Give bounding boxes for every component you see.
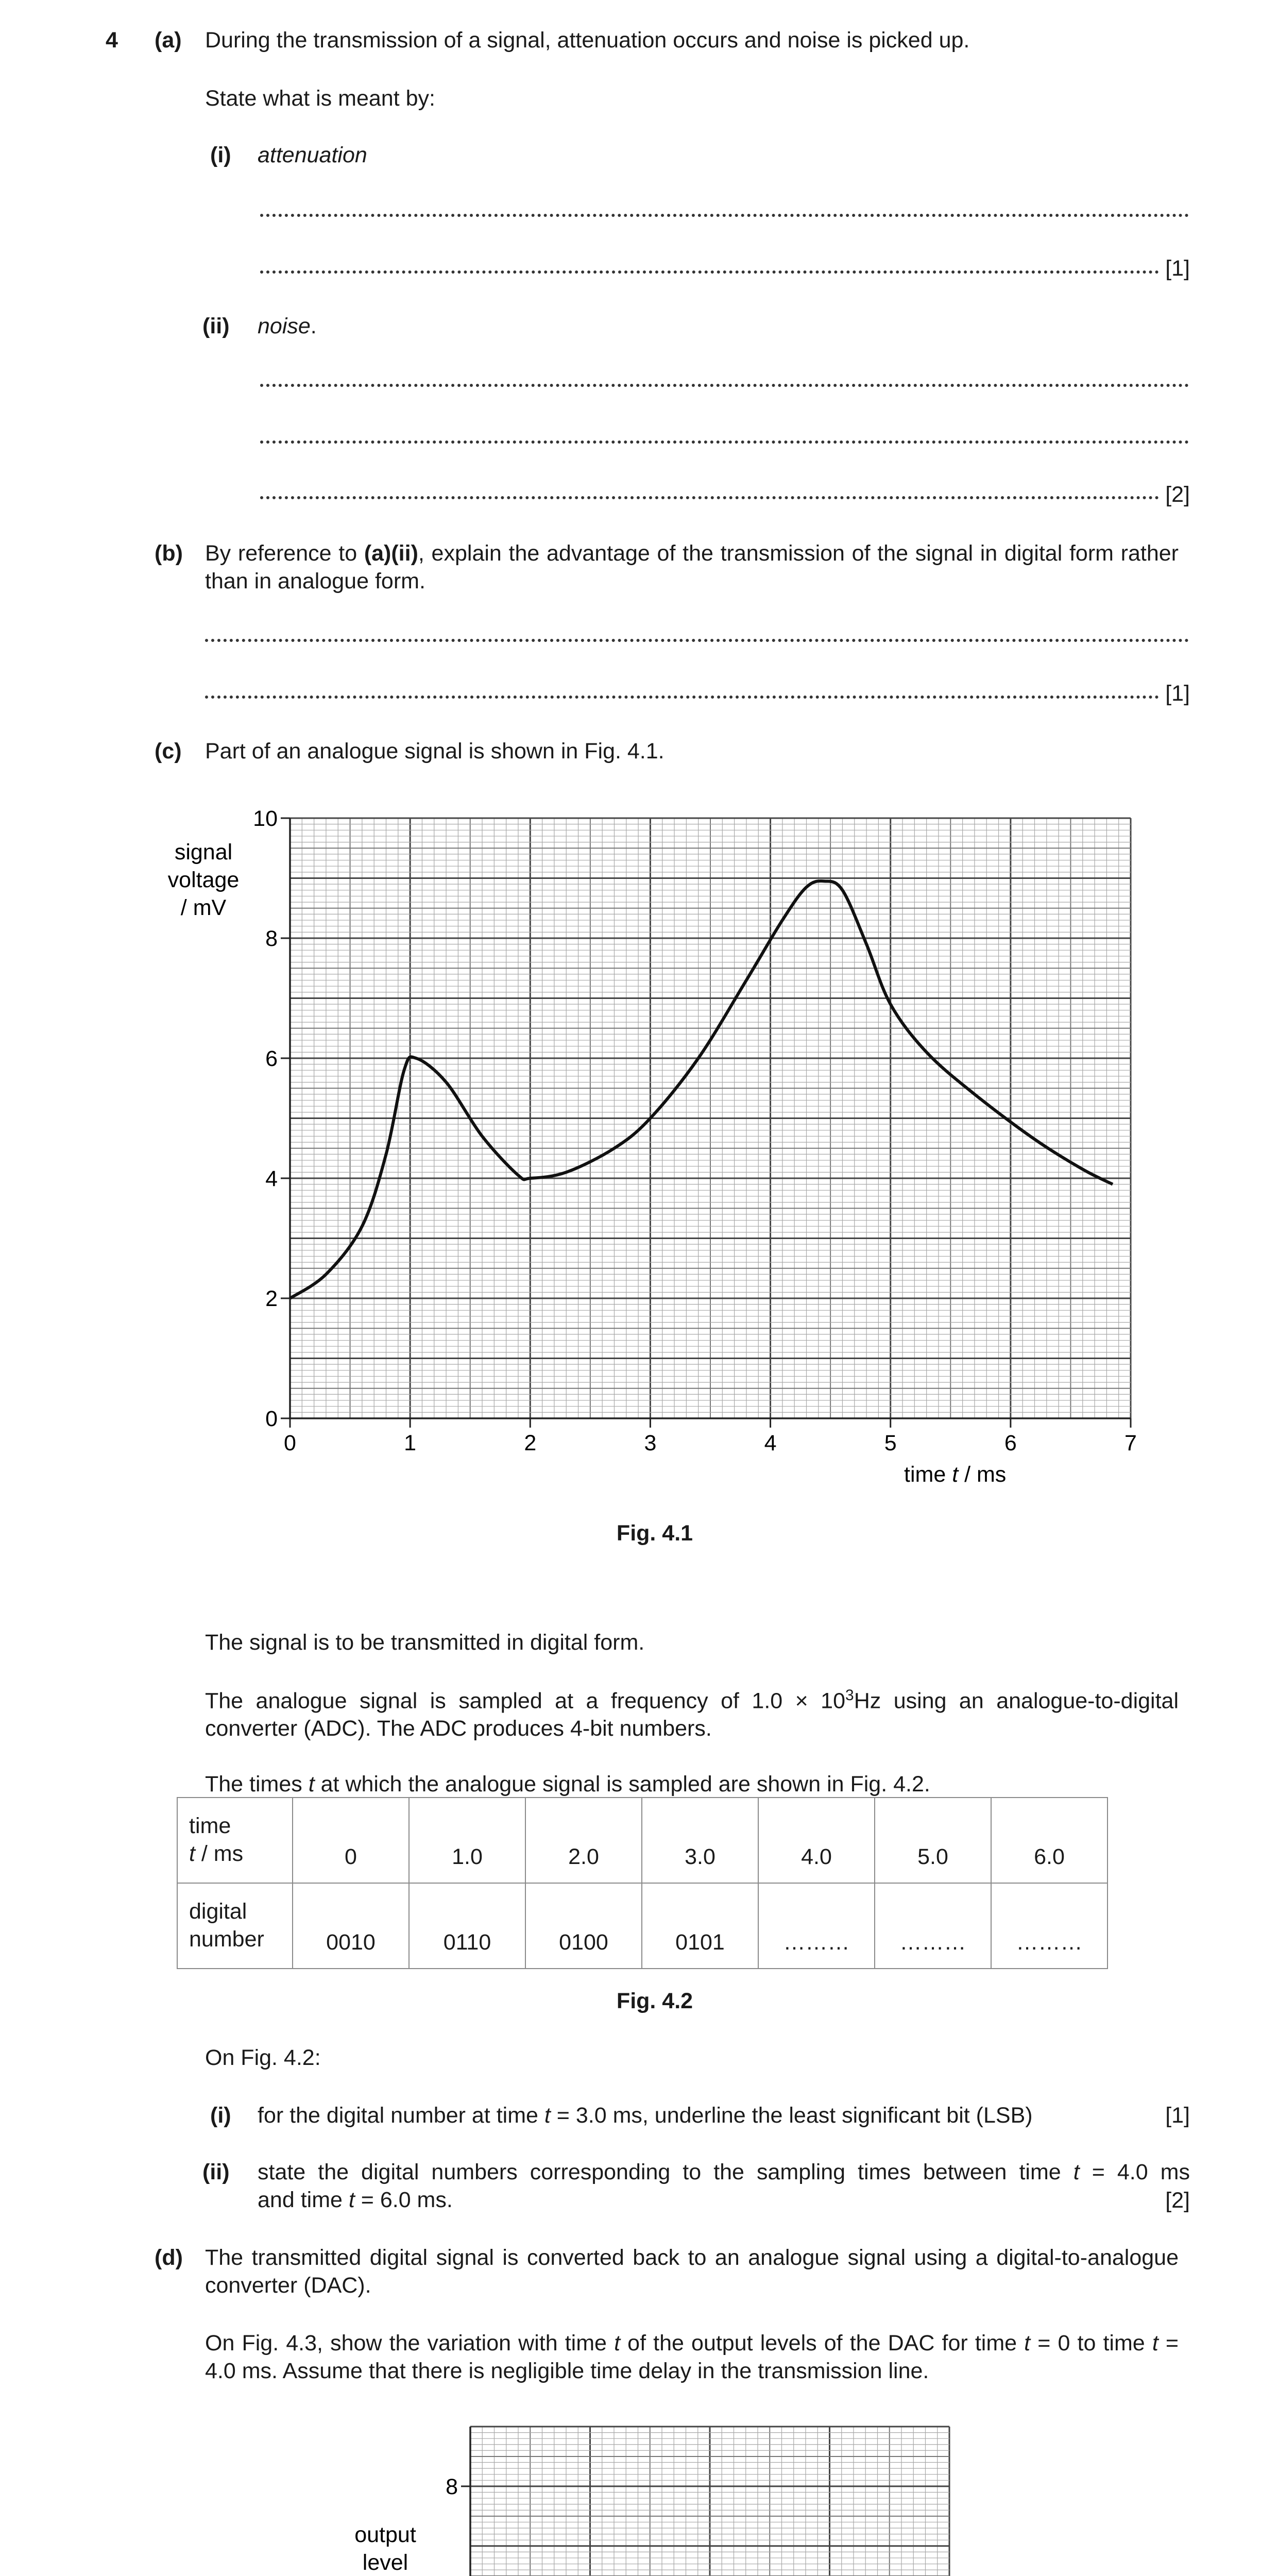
part-d-p2: On Fig. 4.3, show the variation with time t of the output levels of the DAC for time t = 0 to time t = 4.0 ms. Assume that there is negligible time delay in the transmission line. [205, 2331, 1179, 2383]
part-c-p2: The analogue signal is sampled at a frequency of $1.0 \times 10^3Hz$ using an analogue-to-digital converter (ADC). The ADC produces 4-bit numbers. [205, 1687, 1179, 1741]
part-b-text: By reference to (a)(ii), explain the advantage of the transmission of the signal in digital form rather than in analogue form. [205, 541, 1179, 594]
table-cell-number-3: 0101 [642, 1883, 758, 1969]
fig-4-1-ylabel-line-3: / mV [180, 895, 227, 920]
part-a-ii-label: (ii) [202, 314, 230, 338]
table-row-time [177, 1798, 1107, 1883]
table-cell-time-1: 1.0 [409, 1798, 525, 1883]
table-header-digital-number: digital number [177, 1883, 293, 1969]
table-cell-number-1: 0110 [409, 1883, 525, 1969]
fig-4-1-ytick-label: 0 [265, 1406, 278, 1431]
part-c-ii-label: (ii) [202, 2160, 230, 2184]
table-cell-time-5: 5.0 [875, 1798, 991, 1883]
fig-4-1-xtick-label: 1 [404, 1431, 417, 1455]
fig-4-1-xtick-label: 2 [524, 1431, 537, 1455]
part-c-p1: The signal is to be transmitted in digital form. [205, 1630, 645, 1655]
fig-4-3-ytick-label: 8 [446, 2474, 458, 2499]
fig-4-3-chart[interactable] [0, 2370, 1278, 2576]
fig-4-1-xtick-label: 7 [1124, 1431, 1137, 1455]
fig-4-1-ytick-label: 6 [265, 1046, 278, 1071]
fig-4-1-xtick-label: 5 [884, 1431, 897, 1455]
fig-4-1-signal-curve [290, 881, 1113, 1298]
fig-4-1-ytick-label: 10 [253, 806, 278, 831]
table-cell-number-4[interactable]: ……… [758, 1883, 875, 1969]
marks-b: [1] [1165, 681, 1190, 706]
table-cell-number-0: 0010 [293, 1883, 409, 1969]
part-a-i-term: attenuation [258, 143, 367, 167]
marks-a-i: [1] [1165, 256, 1190, 281]
fig-4-1-xtick-label: 4 [764, 1431, 777, 1455]
fig-4-1-ylabel-line-2: voltage [167, 868, 240, 892]
part-c-i-text: for the digital number at time t = 3.0 ms, underline the least significant bit (LSB) [258, 2103, 1033, 2128]
table-cell-number-5[interactable]: ……… [875, 1883, 991, 1969]
part-a-state: State what is meant by: [205, 86, 435, 111]
part-d-label: (d) [155, 2245, 183, 2270]
table-cell-time-6: 6.0 [991, 1798, 1107, 1883]
fig-4-1-xlabel: time t / ms [904, 1462, 1007, 1487]
fig-4-2-caption: Fig. 4.2 [616, 1989, 693, 2013]
part-c-i-label: (i) [210, 2103, 231, 2128]
fig-4-1-series-line-0 [290, 881, 1113, 1298]
part-a-label: (a) [155, 28, 182, 53]
part-b-label: (b) [155, 541, 183, 566]
fig-4-1-xtick-label: 0 [284, 1431, 296, 1455]
table-header-time: time t / ms [177, 1798, 293, 1883]
marks-a-ii: [2] [1165, 482, 1190, 507]
table-row-digital-number [177, 1883, 1107, 1969]
fig-4-3-grid [469, 2427, 949, 2576]
fig-4-3-ticks [446, 2475, 956, 2576]
fig-4-3-ylabel-line-1: output [354, 2522, 416, 2547]
fig-4-1-xtick-label: 3 [644, 1431, 657, 1455]
fig-4-1-caption: Fig. 4.1 [616, 1521, 693, 1546]
table-cell-number-2: 0100 [525, 1883, 642, 1969]
question-number: 4 [106, 28, 118, 53]
part-c-ii-text: state the digital numbers corresponding to the sampling times between time t = 4.0 ms and time t = 6.0 ms. [258, 2160, 1190, 2212]
table-cell-number-6[interactable]: ……… [991, 1883, 1107, 1969]
part-c-p3: The times t at which the analogue signal is sampled are shown in Fig. 4.2. [205, 1772, 930, 1797]
table-cell-time-0: 0 [293, 1798, 409, 1883]
table-cell-time-2: 2.0 [525, 1798, 642, 1883]
table-cell-time-3: 3.0 [642, 1798, 758, 1883]
part-c-on-fig: On Fig. 4.2: [205, 2045, 321, 2070]
fig-4-1-ytick-label: 4 [265, 1166, 278, 1191]
marks-c-ii: [2] [1165, 2188, 1190, 2213]
fig-4-1-ytick-label: 2 [265, 1286, 278, 1311]
fig-4-1-ylabel-line-1: signal [174, 840, 233, 865]
fig-4-1-xtick-label: 6 [1004, 1431, 1017, 1455]
table-cell-time-4: 4.0 [758, 1798, 875, 1883]
part-a-ii-term: noise. [258, 314, 317, 338]
fig-4-2-table [177, 1797, 1108, 1969]
part-d-p1: The transmitted digital signal is converted back to an analogue signal using a digital-to-analogue converter (DAC). [205, 2245, 1179, 2298]
part-c-label: (c) [155, 739, 182, 764]
part-a-stem: During the transmission of a signal, attenuation occurs and noise is picked up. [205, 28, 970, 53]
fig-4-1-ytick-label: 8 [265, 926, 278, 951]
fig-4-3-ylabel-line-2: level [362, 2550, 408, 2575]
marks-c-i: [1] [1165, 2103, 1190, 2128]
part-c-intro: Part of an analogue signal is shown in Fig. 4.1. [205, 739, 664, 764]
part-a-i-label: (i) [210, 143, 231, 167]
